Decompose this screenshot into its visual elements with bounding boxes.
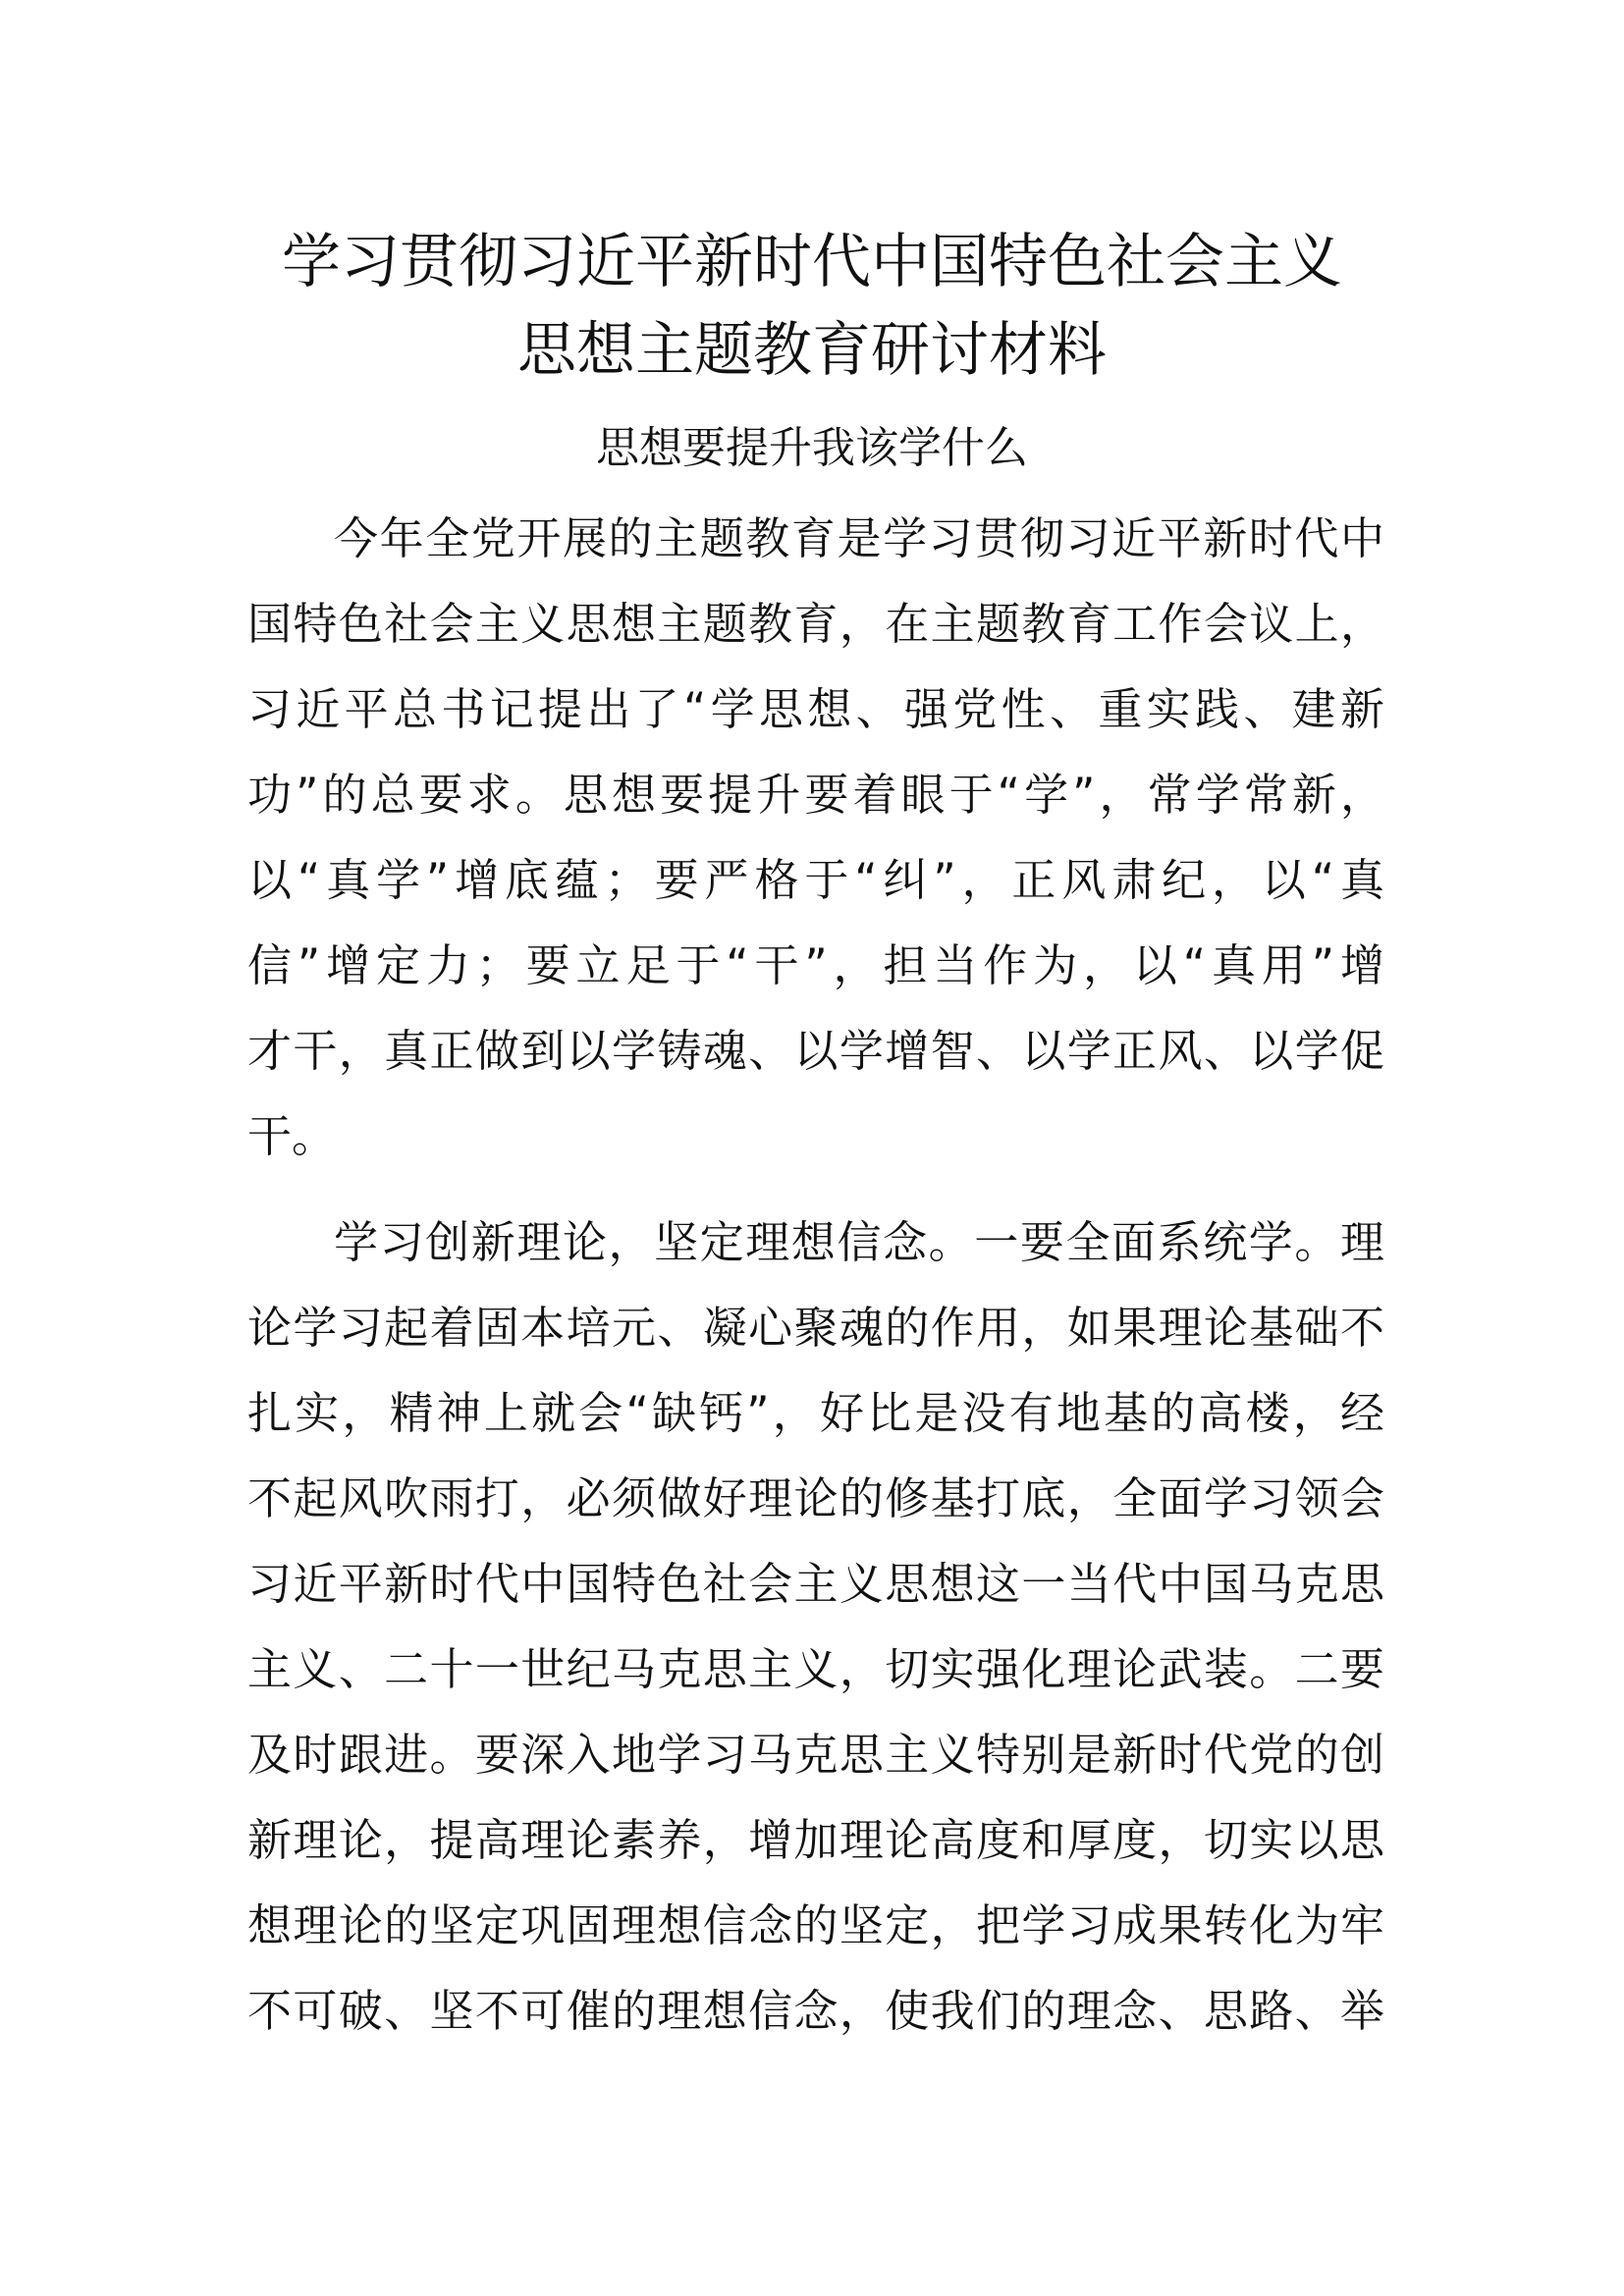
paragraph-line: 及时跟进。要深入地学习马克思主义特别是新时代党的创 [247, 1729, 1384, 1781]
document-title-line-1: 学习贯彻习近平新时代中国特色社会主义 [282, 228, 1342, 296]
paragraph-line: 才干，真正做到以学铸魂、以学增智、以学正风、以学促 [247, 1025, 1384, 1077]
paragraph-line: 不起风吹雨打，必须做好理论的修基打底，全面学习领会 [247, 1472, 1384, 1524]
paragraph-line: 以“真学”增底蕴；要严格于“纠”，正风肃纪，以“真 [247, 854, 1384, 906]
paragraph-line: 扎实，精神上就会“缺钙”，好比是没有地基的高楼，经 [247, 1387, 1384, 1439]
paragraph-line: 论学习起着固本培元、凝心聚魂的作用，如果理论基础不 [247, 1302, 1384, 1354]
paragraph-line: 学习创新理论，坚定理想信念。一要全面系统学。理 [334, 1216, 1384, 1268]
paragraph-2 [247, 1200, 1384, 2054]
paragraph-line: 主义、二十一世纪马克思主义，切实强化理论武装。二要 [247, 1643, 1384, 1695]
paragraph-line: 习近平总书记提出了“学思想、强党性、重实践、建新 [247, 683, 1384, 735]
document-subtitle: 思想要提升我该学什么 [596, 423, 1028, 473]
paragraph-line: 干。 [247, 1110, 337, 1162]
paragraph-line: 习近平新时代中国特色社会主义思想这一当代中国马克思 [247, 1558, 1384, 1610]
document-title-line-2: 思想主题教育研讨材料 [517, 316, 1107, 385]
paragraph-line: 不可破、坚不可催的理想信念，使我们的理念、思路、举 [247, 1985, 1384, 2037]
paragraph-line: 国特色社会主义思想主题教育，在主题教育工作会议上， [247, 598, 1384, 650]
paragraph-line: 今年全党开展的主题教育是学习贯彻习近平新时代中 [334, 512, 1384, 564]
paragraph-line: 新理论，提高理论素养，增加理论高度和厚度，切实以思 [247, 1814, 1384, 1866]
paragraph-1 [247, 496, 1384, 1179]
paragraph-line: 想理论的坚定巩固理想信念的坚定，把学习成果转化为牢 [247, 1899, 1384, 1951]
paragraph-line: 功”的总要求。思想要提升要着眼于“学”，常学常新， [247, 769, 1384, 821]
paragraph-line: 信”增定力；要立足于“干”，担当作为，以“真用”增 [247, 939, 1384, 991]
